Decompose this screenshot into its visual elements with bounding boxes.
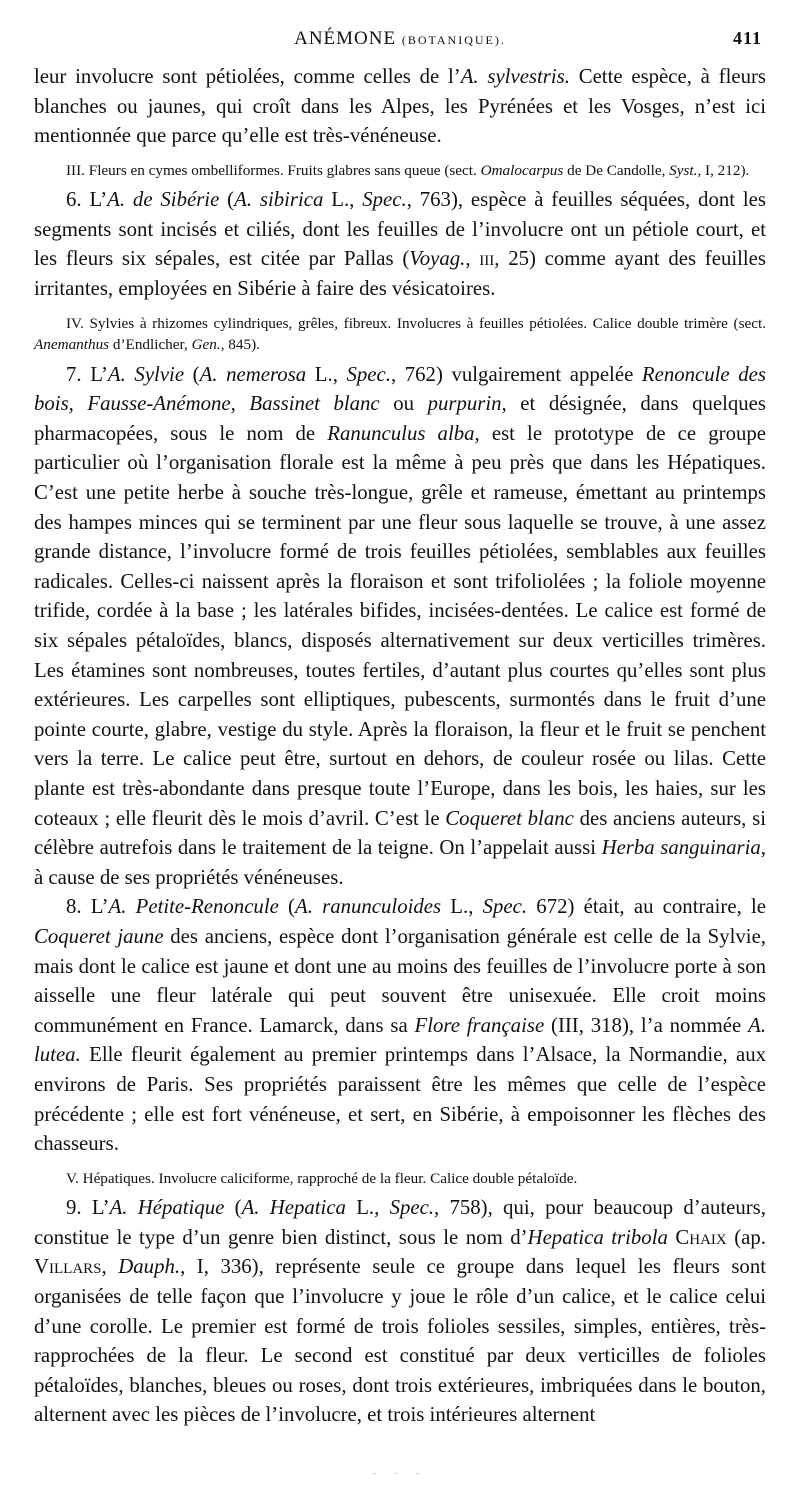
- text-run: (ap.: [726, 1225, 766, 1249]
- italic-run: Spec.: [346, 362, 391, 386]
- text-run: (: [184, 362, 200, 386]
- italic-run: Flore française: [414, 1013, 545, 1037]
- text-run: , I, 336), représente seule ce groupe dans lequel les fleurs sont organisées de telle façon que l’involucre y joue le rôle d’un calice, et le calice celui d’une corolle. Le premier est formé de trois folioles sessiles, simples, entières, très-rapprochées de la fleur. Le second est constitué par deux verticilles de folioles pétaloïdes, blanches, bleues ou roses, dont trois extérieures, imbriquées dans le bouton, alternent avec les pièces de l’involucre, et trois intérieures alternent: [34, 1255, 766, 1427]
- page-number: 411: [732, 28, 762, 48]
- text-run: L.,: [441, 895, 483, 919]
- text-run: 7. L’: [66, 362, 108, 386]
- italic-run: A. Petite-Renoncule: [108, 895, 279, 919]
- italic-run: Spec.: [482, 895, 528, 919]
- text-run: (: [224, 1196, 242, 1220]
- italic-run: Spec.: [389, 1196, 435, 1220]
- italic-run: Coqueret blanc: [445, 806, 574, 830]
- running-header: [34, 28, 766, 58]
- section-heading-paragraph: [34, 160, 766, 182]
- text-run: Elle fleurit également au premier printemps dans l’Alsace, la Normandie, aux environs de Paris. Ses propriétés paraissent être les mêmes que celle de l’espèce précédente ; elle est fort vénéneuse, et sert, en Sibérie, à empoisonner les flèches des chasseurs.: [34, 1043, 766, 1156]
- body-paragraph: [34, 62, 766, 151]
- italic-run: A. sylvestris.: [460, 65, 570, 88]
- text-run: , est le prototype de ce groupe particulier où l’organisation florale est la même à peu près que dans les Hépatiques. C’est une petite herbe à souche très-longue, grêle et rameuse, émettant au printemps des hampes minces qui se terminent par une fleur sous laquelle se trouve, à une assez grande distance, l’involucre formé de trois feuilles pétiolées, semblables aux feuilles radicales. Celles-ci naissent après la floraison et sont trifoliolées ; la foliole moyenne trifide, cordée à la base ; les latérales bifides, incisées-dentées. Le calice est formé de six sépales pétaloïdes, blancs, disposés alternativement sur deux verticilles trimères. Les étamines sont nombreuses, toutes fertiles, d’autant plus courtes qu’elles sont plus extérieures. Les carpelles sont elliptiques, pubescents, surmontés dans le fruit d’une pointe courte, glabre, vestige du style. Après la floraison, la fleur et le fruit se penchent vers la terre. Le calice peut être, surtout en dehors, de couleur rosée ou lilas. Cette plante est très-abondante dans presque toute l’Europe, dans les bois, les haies, sur les coteaux ; elle fleurit dès le mois d’avril. C’est le: [34, 421, 766, 830]
- italic-run: Hepatica tribola: [527, 1225, 668, 1249]
- italic-run: A. Hepatica: [241, 1196, 346, 1220]
- text-run: des anciens auteurs, si célèbre autrefois dans le traitement de la teigne. On l’appelait aussi: [34, 806, 766, 860]
- italic-run: A. ranunculoides: [294, 895, 442, 919]
- text-run: des anciens, espèce dont l’organisation générale est celle de la Sylvie, mais dont le calice est jaune et dont une au moins des feuilles de l’involucre porte à son aisselle une fleur latérale qui peut souvent être unisexuée. Elle croit moins communément en France. Lamarck, dans sa: [34, 924, 767, 1037]
- text-run: 8. L’: [66, 895, 109, 919]
- italic-run: A. Hépatique: [109, 1196, 225, 1220]
- text-run: iii: [479, 247, 495, 271]
- italic-run: Renoncule des bois, Fausse-Anémone, Bassinet blanc: [34, 362, 766, 416]
- italic-run: A. de Sibérie: [107, 188, 220, 212]
- text-run: Cette espèce, à fleurs blanches ou jaunes, qui croît dans les Alpes, les Pyrénées et les Vosges, n’est ici mentionnée que parce qu’elle est très-vénéneuse.: [34, 65, 767, 148]
- body-paragraph: [34, 1193, 766, 1430]
- text-run: Chaix: [675, 1225, 727, 1249]
- text-run: (: [219, 188, 235, 212]
- text-run: V. Hépatiques. Involucre caliciforme, rapproché de la fleur. Calice double pétaloïde.: [66, 1169, 578, 1187]
- text-run: , 25) comme ayant des feuilles irritantes, employées en Sibérie à faire des vésicatoires.: [34, 247, 766, 301]
- text-run: III. Fleurs en cymes ombelliformes. Fruits glabres sans queue (sect.: [66, 161, 481, 179]
- text-run: 9. L’: [66, 1196, 110, 1220]
- italic-run: A. sibirica: [234, 188, 324, 212]
- text-run: 6. L’: [66, 188, 108, 212]
- italic-run: purpurin: [427, 392, 502, 416]
- text-run: , à cause de ses propriétés vénéneuses.: [34, 836, 766, 889]
- text-run: Villars: [34, 1255, 102, 1279]
- text-run: d’Endlicher,: [109, 336, 192, 354]
- text-run: L.,: [306, 362, 347, 386]
- text-run: (: [278, 895, 295, 919]
- text-run: , I, 212).: [697, 161, 750, 179]
- page-footer-marks: - - -: [372, 1468, 428, 1479]
- body-paragraph: [34, 360, 766, 893]
- italic-run: Omalocarpus: [480, 161, 564, 179]
- text-run: ,: [465, 247, 480, 271]
- body-paragraph: [34, 892, 766, 1158]
- italic-run: Herba sanguinaria: [601, 836, 761, 860]
- text-run: 672) était, au contraire, le: [527, 895, 766, 919]
- italic-run: A. Sylvie: [107, 362, 185, 386]
- italic-run: Voyag.: [409, 247, 466, 271]
- text-run: leur involucre sont pétiolées, comme celles de l’: [34, 65, 461, 88]
- text-run: ou: [379, 392, 428, 416]
- text-run: L.,: [323, 188, 363, 212]
- text-run: L.,: [345, 1196, 390, 1220]
- text-run: , et désignée, dans quelques pharmacopées, sous le nom de: [34, 392, 766, 445]
- text-run: (III, 318), l’a nommée: [544, 1013, 749, 1037]
- text-run: , 758), qui, pour beaucoup d’auteurs, constitue le type d’un genre bien distinct, sous le nom d’: [34, 1196, 766, 1249]
- page-body: [34, 62, 766, 1430]
- italic-run: Coqueret jaune: [34, 924, 164, 948]
- body-paragraph: [34, 185, 766, 303]
- italic-run: Spec.: [362, 188, 407, 212]
- text-run: IV. Sylvies à rhizomes cylindriques, grêles, fibreux. Involucres à feuilles pétiolées. Calice double trimère (sect.: [66, 314, 766, 332]
- text-run: , 845).: [220, 336, 260, 354]
- italic-run: A. lutea.: [34, 1013, 767, 1067]
- running-title-sub: (BOTANIQUE).: [401, 33, 506, 47]
- running-title: [34, 28, 766, 50]
- text-run: de De Candolle,: [563, 161, 670, 179]
- text-run: , 763), espèce à feuilles séquées, dont les segments sont incisés et ciliés, dont les feuilles de l’involucre ont un pétiole court, et les fleurs six sépales, est citée par Pallas (: [34, 188, 766, 271]
- section-heading-paragraph: [34, 1168, 766, 1190]
- italic-run: Dauph.: [118, 1255, 181, 1279]
- section-heading-paragraph: [34, 313, 766, 356]
- italic-run: Gen.: [191, 336, 221, 354]
- italic-run: A. nemerosa: [199, 362, 307, 386]
- italic-run: Ranunculus alba: [327, 421, 475, 445]
- italic-run: Syst.: [669, 161, 698, 179]
- text-run: ,: [101, 1255, 119, 1279]
- text-run: , 762) vulgairement appelée: [390, 362, 642, 386]
- italic-run: Anemanthus: [34, 336, 110, 354]
- running-title-main: ANÉMONE: [294, 28, 397, 49]
